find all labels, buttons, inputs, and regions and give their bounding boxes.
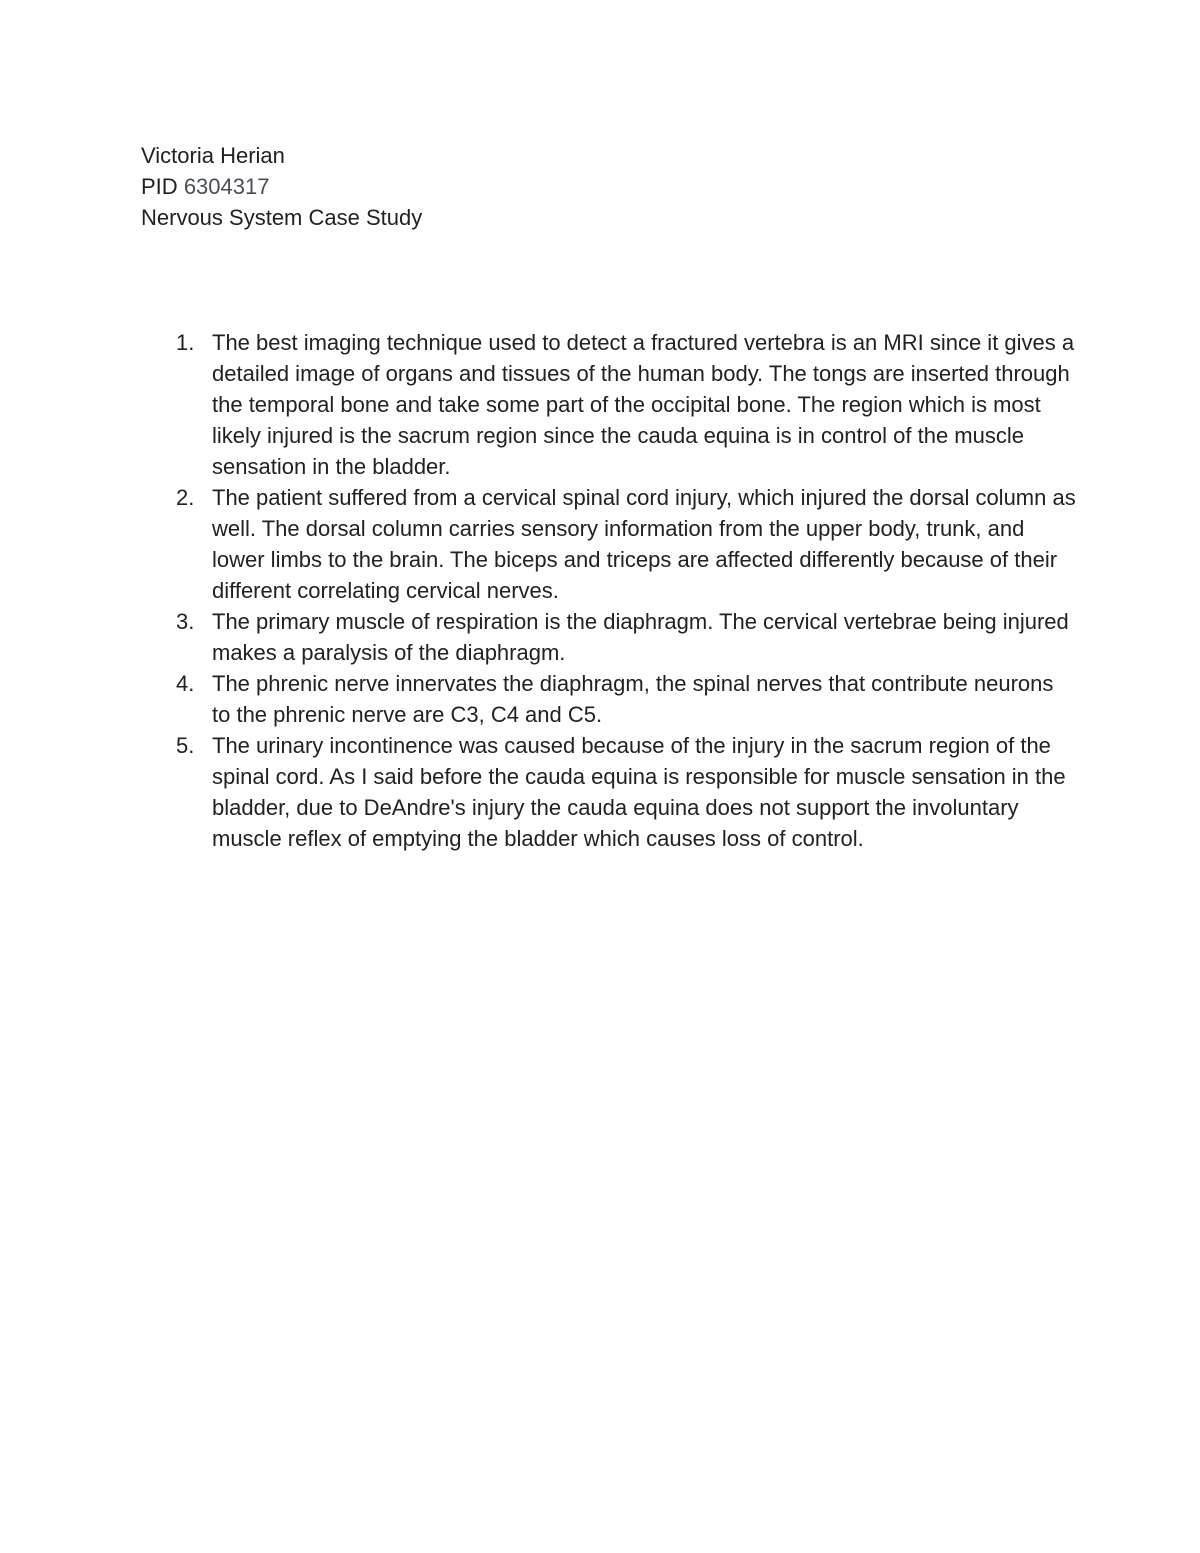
answer-item-2: [176, 482, 1076, 606]
answer-item-5: [176, 730, 1076, 854]
answer-number: 4.: [176, 671, 195, 696]
answer-item-3: [176, 606, 1076, 668]
document-header: [141, 140, 422, 233]
answer-text: The patient suffered from a cervical spinal cord injury, which injured the dorsal column as well. The dorsal column carries sensory information from the upper body, trunk, and lower limbs to the brain. The biceps and triceps are affected differently because of their different correlating cervical nerves.: [212, 485, 1076, 603]
answer-number: 2.: [176, 485, 195, 510]
answer-number: 5.: [176, 733, 195, 758]
document-subtitle: Nervous System Case Study: [141, 205, 423, 230]
answer-text: The urinary incontinence was caused because of the injury in the sacrum region of the spinal cord. As I said before the cauda equina is responsible for muscle sensation in the bladder, due to DeAndre's injury the cauda equina does not support the involuntary muscle reflex of emptying the bladder which causes loss of control.: [212, 733, 1066, 851]
answer-list: [176, 327, 1076, 854]
answer-item-4: [176, 668, 1076, 730]
answer-number: 1.: [176, 330, 195, 355]
pid-line: [141, 171, 422, 202]
pid-label: PID: [141, 174, 178, 199]
answer-item-1: [176, 327, 1076, 482]
answer-text: The phrenic nerve innervates the diaphragm, the spinal nerves that contribute neurons to the phrenic nerve are C3, C4 and C5.: [212, 671, 1054, 727]
pid-number: 6304317: [183, 174, 270, 199]
author-name: Victoria Herian: [141, 143, 285, 168]
answer-text: The best imaging technique used to detect a fractured vertebra is an MRI since it gives a detailed image of organs and tissues of the human body. The tongs are inserted through the temporal bone and take some part of the occipital bone. The region which is most likely injured is the sacrum region since the cauda equina is in control of the muscle sensation in the bladder.: [212, 330, 1075, 479]
answer-number: 3.: [176, 609, 195, 634]
answer-text: The primary muscle of respiration is the diaphragm. The cervical vertebrae being injured makes a paralysis of the diaphragm.: [212, 609, 1069, 665]
